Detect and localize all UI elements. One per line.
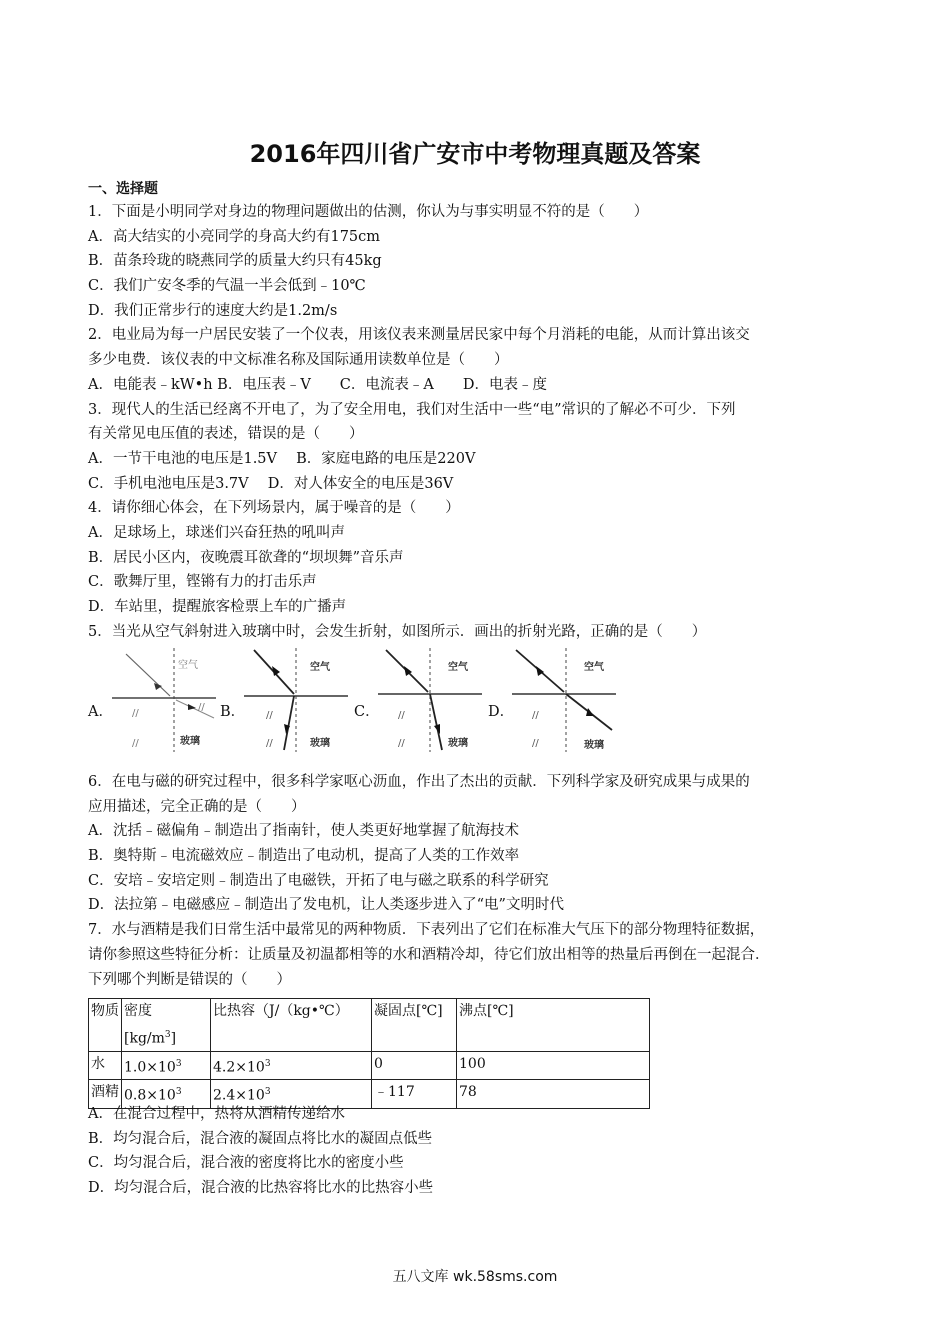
air-label: 空气 — [584, 662, 604, 673]
refraction-diagram-a — [112, 646, 216, 754]
text-line: 1．下面是小明同学对身边的物理问题做出的估测，你认为与事实明显不符的是（ ） — [88, 204, 649, 220]
text-line: A．在混合过程中，热将从酒精传递给水 — [88, 1106, 345, 1122]
refraction-diagram-b — [244, 646, 348, 754]
text-line: C．安培﹣安培定则﹣制造出了电磁铁，开拓了电与磁之联系的科学研究 — [88, 872, 549, 889]
text-line: A．高大结实的小亮同学的身高大约有175cm — [88, 228, 381, 245]
header-density: 密度 — [124, 1003, 152, 1019]
footer-watermark: 五八文库 wk.58sms.com — [392, 1269, 558, 1285]
text-line: 3．现代人的生活已经离不开电了，为了安全用电，我们对生活中一些“电”常识的了解必不可少．下列 — [88, 401, 736, 418]
table-cell: $4.2\times 10^3$ — [211, 1051, 372, 1080]
text-line: A．沈括﹣磁偏角﹣制造出了指南针，使人类更好地掌握了航海技术 — [88, 823, 519, 840]
svg-text://: // — [266, 738, 273, 749]
text-line: 5．当光从空气斜射进入玻璃中时，会发生折射，如图所示．画出的折射光路，正确的是（ ） — [88, 623, 707, 640]
table-row — [89, 1051, 650, 1080]
refraction-figures — [88, 646, 648, 756]
question-text-block-2 — [88, 770, 888, 992]
svg-text://: // — [132, 738, 139, 749]
air-label: 空气 — [178, 660, 198, 671]
header-density-unit: $[kg/m^3]$ — [124, 1030, 177, 1047]
text-line: 4．请你细心体会，在下列场景内，属于噪音的是（ ） — [88, 500, 460, 517]
svg-text://: // — [398, 738, 405, 749]
properties-table — [88, 998, 650, 1109]
table-cell: $2.4\times 10^3$ — [211, 1080, 372, 1109]
text-line: A．电能表﹣kW•h B．电压表﹣V C．电流表﹣A D．电表﹣度 — [88, 376, 547, 393]
figure-label-a: A． — [88, 704, 113, 720]
svg-text://: // — [398, 710, 405, 721]
air-label: 空气 — [310, 662, 330, 673]
svg-text://: // — [198, 702, 205, 713]
refraction-diagram-d — [512, 646, 616, 754]
question-text-block-3 — [88, 1102, 888, 1201]
text-line: C．我们广安冬季的气温一半会低到﹣10℃ — [88, 278, 366, 295]
question-text-block-1 — [88, 200, 868, 644]
header-cell: 物质 — [89, 999, 122, 1052]
glass-label: 玻璃 — [180, 736, 200, 747]
svg-text://: // — [532, 738, 539, 749]
refraction-diagram-c — [378, 646, 482, 754]
section-heading: 一、选择题 — [88, 181, 158, 197]
text-line: D．法拉第﹣电磁感应﹣制造出了发电机，让人类逐步进入了“电”文明时代 — [88, 897, 564, 914]
glass-label: 玻璃 — [448, 738, 468, 749]
table-cell: 100 — [457, 1051, 650, 1080]
table-cell: 78 — [457, 1080, 650, 1109]
text-line: D．车站里，提醒旅客检票上车的广播声 — [88, 599, 347, 615]
text-line: C．手机电池电压是3.7V D．对人体安全的电压是36V — [88, 475, 454, 492]
glass-label: 玻璃 — [584, 740, 604, 751]
glass-label: 玻璃 — [310, 738, 330, 749]
text-line: B．奥特斯﹣电流磁效应﹣制造出了电动机，提高了人类的工作效率 — [88, 848, 520, 865]
text-line: 多少电费．该仪表的中文标准名称及国际通用读数单位是（ ） — [88, 352, 509, 369]
figure-label-d: D． — [488, 704, 515, 720]
table-cell: ﹣117 — [372, 1080, 457, 1109]
table-cell: 0 — [372, 1051, 457, 1080]
table-header-row — [89, 999, 650, 1052]
text-line: 应用描述，完全正确的是（ ） — [88, 798, 306, 815]
text-line: 下列哪个判断是错误的（ ） — [88, 971, 291, 988]
figure-label-b: B． — [220, 704, 246, 720]
text-line: D．均匀混合后，混合液的比热容将比水的比热容小些 — [88, 1180, 434, 1197]
figure-label-c: C． — [354, 704, 380, 720]
text-line: 2．电业局为每一户居民安装了一个仪表，用该仪表来测量居民家中每个月消耗的电能，从而计算出该交 — [88, 327, 750, 344]
text-line: B．苗条玲珑的晓燕同学的质量大约只有45kg — [88, 253, 382, 270]
text-line: C．歌舞厅里，铿锵有力的打击乐声 — [88, 574, 317, 591]
header-cell — [122, 999, 211, 1052]
table-cell: 水 — [89, 1051, 122, 1080]
air-label: 空气 — [448, 662, 468, 673]
svg-text://: // — [132, 708, 139, 719]
table-cell: 酒精 — [89, 1080, 122, 1109]
text-line: 有关常见电压值的表述，错误的是（ ） — [88, 426, 364, 443]
table-cell: $0.8\times 10^3$ — [122, 1080, 211, 1109]
text-line: A．足球场上，球迷们兴奋狂热的吼叫声 — [88, 524, 345, 541]
text-line: 7．水与酒精是我们日常生活中最常见的两种物质．下表列出了它们在标准大气压下的部分物理特征数据， — [88, 922, 765, 939]
table-cell: $1.0\times 10^3$ — [122, 1051, 211, 1080]
text-line: 请你参照这些特征分析：让质量及初温都相等的水和酒精冷却，待它们放出相等的热量后再倒在一起混合． — [88, 946, 770, 963]
page-title: 2016年四川省广安市中考物理真题及答案 — [249, 140, 701, 168]
text-line: A．一节干电池的电压是1.5V B．家庭电路的电压是220V — [88, 450, 476, 467]
text-line: D．我们正常步行的速度大约是1.2m/s — [88, 302, 338, 319]
header-cell: 比热容（J/（kg•℃） — [211, 999, 372, 1052]
header-cell: 沸点[℃] — [457, 999, 650, 1052]
text-line: C．均匀混合后，混合液的密度将比水的密度小些 — [88, 1155, 404, 1172]
text-line: B．均匀混合后，混合液的凝固点将比水的凝固点低些 — [88, 1130, 433, 1147]
svg-text://: // — [266, 710, 273, 721]
header-cell: 凝固点[℃] — [372, 999, 457, 1052]
text-line: B．居民小区内，夜晚震耳欲聋的“坝坝舞”音乐声 — [88, 549, 404, 566]
svg-text://: // — [532, 710, 539, 721]
text-line: 6．在电与磁的研究过程中，很多科学家呕心沥血，作出了杰出的贡献．下列科学家及研究成果与成果的 — [88, 774, 750, 790]
